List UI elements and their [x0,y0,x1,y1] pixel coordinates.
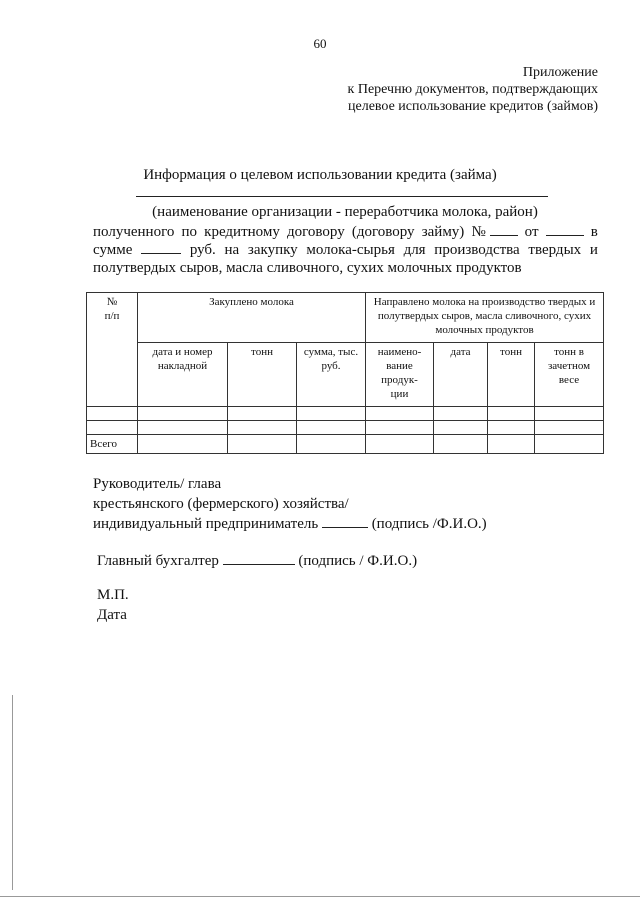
table-cell [297,407,366,421]
head-signature-hint: (подпись /Ф.И.О.) [371,516,487,532]
sub-sum-header: сумма, тыс. руб. [297,343,366,407]
table-cell [366,407,434,421]
total-label: Всего [87,435,138,454]
amount-blank [141,241,181,254]
head-line-3 [93,514,487,534]
intro-word: договору [287,224,345,240]
sub-product-header [366,343,434,407]
table-cell [366,421,434,435]
contract-number-blank [490,223,518,236]
intro-word: кредитному [204,224,280,240]
sub-invoice-header: дата и номер накладной [138,343,228,407]
table-cell [228,421,297,435]
table-cell [297,435,366,454]
intro-word: молока-сырья [306,242,395,258]
head-signature-blank [322,515,368,528]
table-cell [138,407,228,421]
intro-word: твердых [528,242,582,258]
table-cell [488,407,535,421]
contract-date-blank [546,223,584,236]
table-cell [366,435,434,454]
accountant-signature-blank [223,552,295,565]
number-sign: № [471,224,486,240]
intro-word: на [224,242,240,258]
intro-word: закупку [247,242,298,258]
intro-word: (договору [351,224,415,240]
head-title: индивидуальный предприниматель [93,516,319,532]
organization-name-blank [136,196,548,197]
appendix-header [348,64,598,115]
table-total-row [87,435,604,454]
accountant-signature-block [97,551,417,571]
table-cell [228,435,297,454]
intro-word: займу) [421,224,465,240]
accountant-title: Главный бухгалтер [97,553,219,569]
intro-word: руб. [189,242,216,258]
table-header-row [87,293,604,343]
milk-usage-table [86,292,604,454]
intro-word: сумме [93,242,133,258]
table-row [87,407,604,421]
organization-name-hint: (наименование организации - переработчика молока, район) [152,204,538,220]
document-title: Информация о целевом использовании кредита (займа) [143,167,497,183]
intro-line-1 [93,223,598,241]
head-line-2: крестьянского (фермерского) хозяйства/ [93,496,349,512]
date-label: Дата [97,607,127,623]
sub-tons2-header: тонн [488,343,535,407]
sub-date-header: дата [434,343,488,407]
appendix-line-2: к Перечню документов, подтверждающих [347,82,598,97]
page-number: 60 [313,36,327,51]
intro-word: полученного [93,224,175,240]
table-cell [228,407,297,421]
intro-paragraph [93,223,598,277]
sub-tons-credit-header: тонн в зачетном весе [535,343,604,407]
table-subheader-row [87,343,604,407]
table-cell [535,435,604,454]
table-cell [535,421,604,435]
group-directed-header: Направлено молока на производство твердых и полутвердых сыров, масла сливочного, сухих молочных продуктов [366,293,604,343]
table-cell [488,435,535,454]
stamp-date-block [97,585,129,625]
col-number-label: № п/п [104,296,120,322]
table-cell [138,435,228,454]
accountant-signature-hint: (подпись / Ф.И.О.) [298,553,418,569]
table-cell [535,407,604,421]
table-cell [434,421,488,435]
intro-word: и [589,242,598,258]
scan-margin-line [12,695,13,890]
appendix-line-3: целевое использование кредитов (займов) [348,99,598,114]
table-cell [87,407,138,421]
intro-word: от [524,224,539,240]
head-signature-block [93,474,487,534]
appendix-line-1: Приложение [522,65,598,80]
intro-word: по [181,224,198,240]
table-cell [138,421,228,435]
contract-number-field [471,223,517,241]
scan-bottom-line [0,896,640,897]
table-cell [488,421,535,435]
head-line-1: Руководитель/ глава [93,476,222,492]
table-cell [297,421,366,435]
sub-product-label: наимено- вание продук- ции [377,346,422,400]
intro-word: в [590,224,598,240]
table-cell [434,435,488,454]
accountant-line [97,551,417,571]
table-cell [434,407,488,421]
intro-line-3 [93,259,598,277]
intro-text: полутвердых сыров, масла сливочного, сухих молочных продуктов [93,260,522,276]
group-purchased-header: Закуплено молока [138,293,366,343]
stamp-label: М.П. [97,587,129,603]
sub-tons-header: тонн [228,343,297,407]
intro-line-2 [93,241,598,259]
col-number-header [87,293,138,407]
table-cell [87,421,138,435]
table-row [87,421,604,435]
intro-word: производства [434,242,520,258]
intro-word: для [403,242,426,258]
